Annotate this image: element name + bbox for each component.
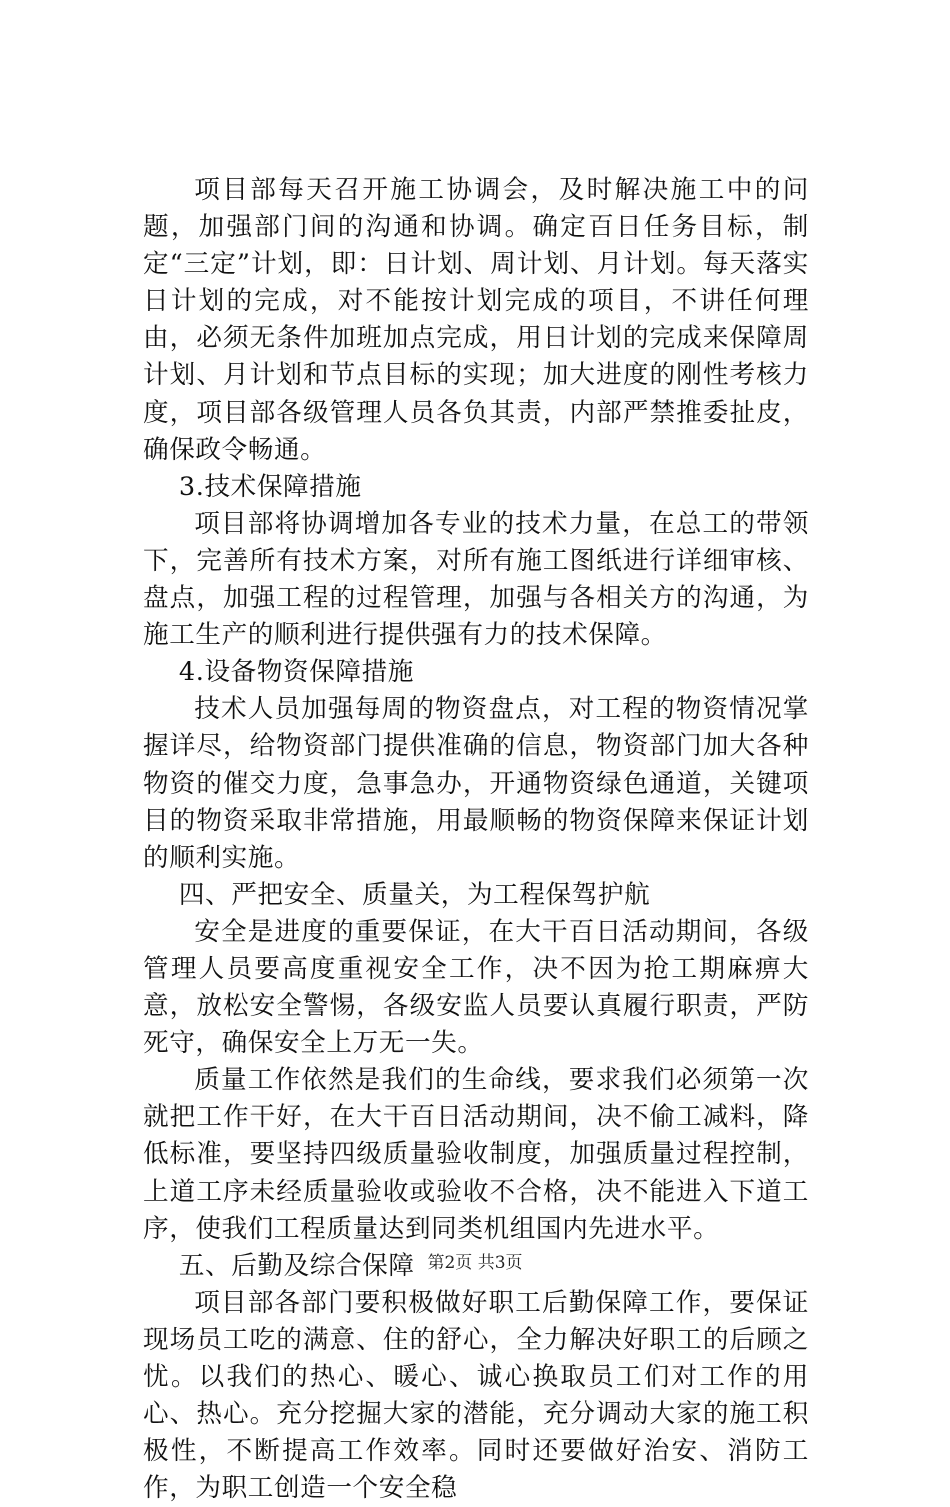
- paragraph-technical-support: 项目部将协调增加各专业的技术力量，在总工的带领下，完善所有技术方案，对所有施工图纸进行详细审核、盘点，加强工程的过程管理，加强与各相关方的沟通，为施工生产的顺利进行提供强有力的技术保障。: [143, 508, 809, 651]
- page-footer: 第2页 共3页: [427, 1253, 523, 1273]
- paragraph-safety: 安全是进度的重要保证，在大干百日活动期间，各级管理人员要高度重视安全工作，决不因为抢工期麻痹大意，放松安全警惕，各级安监人员要认真履行职责，严防死守，确保安全上万无一失。: [143, 916, 809, 1059]
- document-body: [143, 172, 809, 1507]
- paragraph-quality: 质量工作依然是我们的生命线，要求我们必须第一次就把工作干好，在大干百日活动期间，决不偷工减料，降低标准，要坚持四级质量验收制度，加强质量过程控制，上道工序未经质量验收或验收不合格，决不能进入下道工序，使我们工程质量达到同类机组国内先进水平。: [143, 1065, 809, 1244]
- paragraph-materials-support: 技术人员加强每周的物资盘点，对工程的物资情况掌握详尽，给物资部门提供准确的信息，物资部门加大各种物资的催交力度，急事急办，开通物资绿色通道，关键项目的物资采取非常措施，用最顺畅的物资保障来保证计划的顺利实施。: [143, 694, 809, 873]
- heading-safety-quality: 四、严把安全、质量关，为工程保驾护航: [178, 879, 651, 910]
- paragraph-logistics: 项目部各部门要积极做好职工后勤保障工作，要保证现场员工吃的满意、住的舒心，全力解决好职工的后顾之忧。以我们的热心、暖心、诚心换取员工们对工作的用心、热心。充分挖掘大家的潜能，充分调动大家的施工积极性，不断提高工作效率。同时还要做好治安、消防工作，为职工创造一个安全稳: [143, 1287, 809, 1504]
- heading-technical-measures: 3.技术保障措施: [178, 471, 362, 502]
- paragraph-daily-plan: 项目部每天召开施工协调会，及时解决施工中的问题，加强部门间的沟通和协调。确定百日任务目标，制定“三定”计划，即：日计划、周计划、月计划。每天落实日计划的完成，对不能按计划完成的项目，不讲任何理由，必须无条件加班加点完成，用日计划的完成来保障周计划、月计划和节点目标的实现；加大进度的刚性考核力度，项目部各级管理人员各负其责，内部严禁推委扯皮，确保政令畅通。: [143, 175, 809, 465]
- heading-materials-measures: 4.设备物资保障措施: [178, 657, 414, 688]
- heading-logistics: 五、后勤及综合保障: [178, 1250, 415, 1281]
